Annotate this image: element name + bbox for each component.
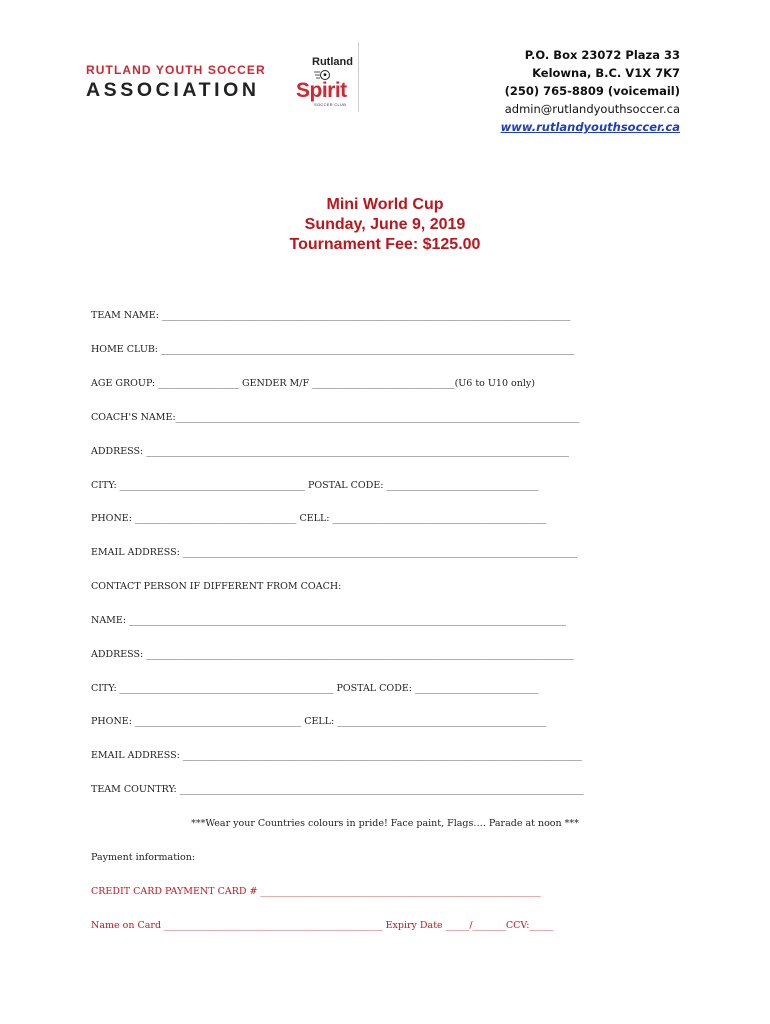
badge-top-text: Rutland	[312, 56, 353, 68]
email-field[interactable]: EMAIL ADDRESS: ___________________________________________________________________________________	[91, 547, 578, 558]
age-group-gender-field[interactable]: AGE GROUP: _________________ GENDER M/F ______________________________(U6 to U10 only)	[91, 378, 535, 389]
credit-card-number-field[interactable]: CREDIT CARD PAYMENT CARD # ___________________________________________________________	[91, 886, 541, 897]
address-field[interactable]: ADDRESS: _________________________________________________________________________________________	[91, 446, 570, 457]
home-club-field[interactable]: HOME CLUB: _______________________________________________________________________________________	[91, 344, 575, 355]
logo-text-line1: RUTLAND YOUTH SOCCER	[86, 63, 266, 77]
coach-name-field[interactable]: COACH'S NAME:_____________________________________________________________________________________	[91, 412, 580, 423]
address-email: admin@rutlandyouthsoccer.ca	[504, 102, 680, 116]
contact-phone-cell-field[interactable]: PHONE: ___________________________________ CELL: ____________________________________________	[91, 716, 547, 727]
event-name: Mini World Cup	[326, 196, 444, 213]
event-date: Sunday, June 9, 2019	[304, 216, 466, 233]
spirit-club-badge	[292, 40, 360, 118]
team-name-field[interactable]: TEAM NAME: ______________________________________________________________________________________	[91, 310, 571, 321]
contact-city-postal-field[interactable]: CITY: _____________________________________________ POSTAL CODE: __________________________	[91, 683, 539, 694]
tournament-fee: Tournament Fee: $125.00	[289, 236, 481, 253]
contact-person-heading: CONTACT PERSON IF DIFFERENT FROM COACH:	[91, 581, 342, 592]
payment-heading: Payment information:	[91, 852, 196, 863]
address-line-city: Kelowna, B.C. V1X 7K7	[532, 66, 680, 80]
website-link[interactable]: www.rutlandyouthsoccer.ca	[500, 120, 680, 134]
address-line-phone: (250) 765-8809 (voicemail)	[504, 84, 680, 98]
phone-cell-field[interactable]: PHONE: __________________________________ CELL: _____________________________________________	[91, 513, 547, 524]
badge-sub-text: SOCCER CLUB	[314, 102, 347, 107]
badge-divider	[358, 42, 359, 112]
address-line-po-box: P.O. Box 23072 Plaza 33	[524, 48, 680, 62]
contact-email-field[interactable]: EMAIL ADDRESS: ____________________________________________________________________________________	[91, 750, 582, 761]
city-postal-field[interactable]: CITY: _______________________________________ POSTAL CODE: ________________________________	[91, 480, 539, 491]
team-country-field[interactable]: TEAM COUNTRY: _____________________________________________________________________________________	[91, 784, 584, 795]
logo-text-line2: ASSOCIATION	[86, 79, 260, 101]
contact-name-field[interactable]: NAME: ____________________________________________________________________________________________	[91, 615, 567, 626]
parade-note: ***Wear your Countries colours in pride! Face paint, Flags…. Parade at noon ***	[191, 818, 579, 829]
contact-address-block	[501, 46, 680, 136]
event-title-block	[0, 195, 770, 255]
badge-main-text: Spirit	[296, 79, 347, 102]
contact-address-field[interactable]: ADDRESS: __________________________________________________________________________________________	[91, 649, 574, 660]
association-logo	[86, 40, 361, 118]
name-on-card-field[interactable]: Name on Card ______________________________________________ Expiry Date _____/_______CCV:_____	[91, 920, 554, 931]
